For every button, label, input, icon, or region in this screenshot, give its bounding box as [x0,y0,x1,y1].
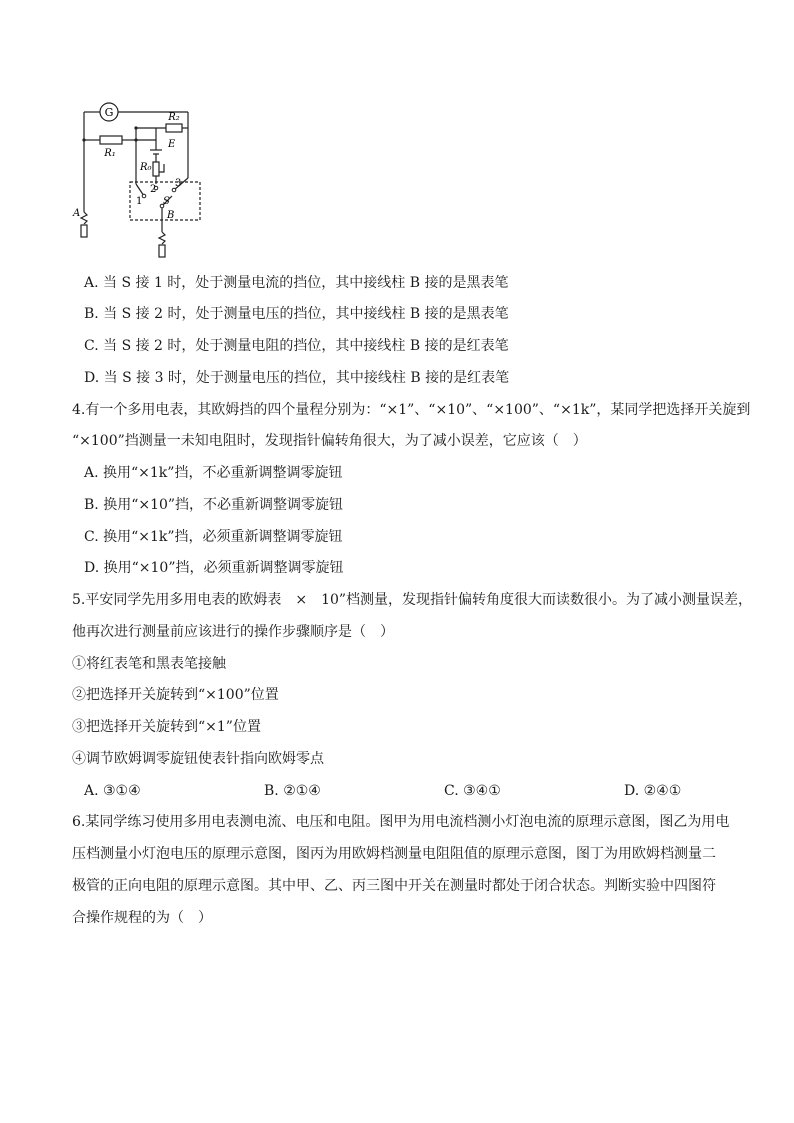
multimeter-circuit-diagram [70,100,210,260]
r2-label: R₂ [168,112,180,123]
q3-option-b: B. 当 S 接 2 时，处于测量电压的挡位，其中接线柱 B 接的是黑表笔 [84,306,509,322]
q4-option-d: D. 换用“×10”挡，必须重新调整调零旋钮 [84,560,344,576]
q5-step-4: ④调节欧姆调零旋钮使表针指向欧姆零点 [72,751,324,767]
q5-step-1: ①将红表笔和黑表笔接触 [72,656,226,672]
switch-label: S [163,196,170,207]
q4-stem-line2: “×100”挡测量一未知电阻时，发现指针偏转角很大，为了减小误差，它应该（ ） [72,433,587,449]
terminal-a-label: A [73,208,81,219]
q6-stem-line4: 合操作规程的为（ ） [72,910,212,926]
switch-pos1-label: 1 [136,196,143,207]
q4-option-a: A. 换用“×1k”挡，不必重新调整调零旋钮 [84,465,343,481]
q6-stem-line2: 压档测量小灯泡电压的原理示意图，图丙为用欧姆档测量电阻阻值的原理示意图，图丁为用欧姆档测量二 [72,846,716,862]
q5-option-b: B. ②①④ [264,783,321,799]
q4-option-b: B. 换用“×10”挡，不必重新调整调零旋钮 [84,497,344,513]
q3-option-a: A. 当 S 接 1 时，处于测量电流的挡位，其中接线柱 B 接的是黑表笔 [84,275,509,291]
q5-step-3: ③把选择开关旋转到“×1”位置 [72,719,261,735]
q6-stem-line3: 极管的正向电阻的原理示意图。其中甲、乙、丙三图中开关在测量时都处于闭合状态。判断实验中四图符 [72,878,716,894]
r0-label: R₀ [140,162,152,173]
q5-step-2: ②把选择开关旋转到“×100”位置 [72,687,279,703]
q5-stem-line2: 他再次进行测量前应该进行的操作步骤顺序是（ ） [72,624,394,640]
q3-option-c: C. 当 S 接 2 时，处于测量电阻的挡位，其中接线柱 B 接的是红表笔 [84,338,509,354]
terminal-b-label: B [167,210,175,221]
galvanometer-label: G [104,106,114,119]
r1-label: R₁ [104,148,116,159]
switch-pos2-label: 2 [150,184,157,195]
q6-stem-line1: 6.某同学练习使用多用电表测电流、电压和电阻。图甲为用电流档测小灯泡电流的原理示意图，图乙为用电 [72,814,730,830]
q5-option-a: A. ③①④ [84,783,141,799]
q4-option-c: C. 换用“×1k”挡，必须重新调整调零旋钮 [84,529,343,545]
q3-option-d: D. 当 S 接 3 时，处于测量电压的挡位，其中接线柱 B 接的是红表笔 [84,370,510,386]
switch-pos3-label: 3 [175,178,182,189]
q5-option-d: D. ②④① [624,783,682,799]
q5-stem-line1: 5.平安同学先用多用电表的欧姆表 × 10”档测量，发现指针偏转角度很大而读数很小。为了减小测量误差， [72,592,753,608]
q5-options-row [0,782,794,800]
q4-stem-line1: 4.有一个多用电表，其欧姆挡的四个量程分别为：“×1”、“×10”、“×100”、“×1k”，某同学把选择开关旋到 [72,402,751,418]
emf-label: E [168,139,176,150]
q5-option-c: C. ③④① [444,783,501,799]
